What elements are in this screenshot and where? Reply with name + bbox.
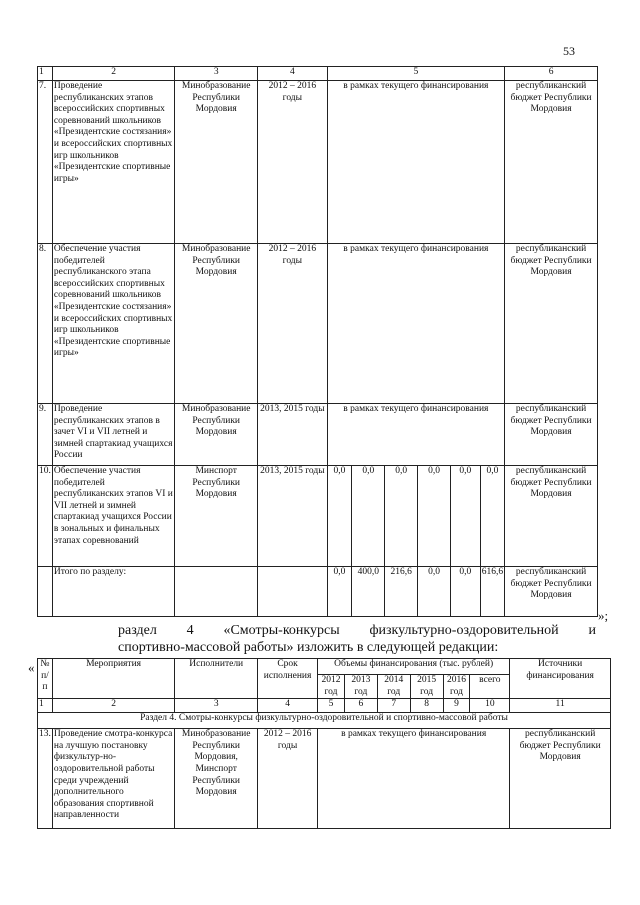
col-number: 7 xyxy=(377,699,410,713)
col-number: 2 xyxy=(52,699,174,713)
row-number: 8. xyxy=(38,244,53,404)
word: 4 xyxy=(186,623,194,638)
col-number: 9 xyxy=(443,699,470,713)
header-cell: 1 xyxy=(38,67,53,81)
col-number: 3 xyxy=(175,699,258,713)
total-header: всего xyxy=(470,675,510,699)
value-cell: 400,0 xyxy=(352,567,385,617)
word: и xyxy=(588,623,596,638)
value-cell: 0,0 xyxy=(418,466,451,567)
opening-quote-mark: « xyxy=(28,660,35,675)
value-cell: 0,0 xyxy=(385,466,418,567)
header-cell: 5 xyxy=(327,67,505,81)
total-label: Итого по разделу: xyxy=(52,567,174,617)
table-new-section xyxy=(37,658,611,829)
column-number-row xyxy=(38,67,598,81)
paragraph-line-2: спортивно-массовой работы» изложить в следующей редакции: xyxy=(118,640,499,655)
header-row xyxy=(38,659,611,675)
page-number: 53 xyxy=(563,44,575,58)
year-cell: 2016 год xyxy=(443,675,470,699)
col-number: 1 xyxy=(38,699,53,713)
year-cell: 2012 год xyxy=(318,675,345,699)
year-cell: 2013 год xyxy=(344,675,377,699)
row-number: 9. xyxy=(38,404,53,466)
word: «Смотры-конкурсы xyxy=(223,623,340,638)
executor-cell: Минобразование Республики Мордовия xyxy=(175,244,258,404)
paragraph-line-1 xyxy=(118,622,596,639)
source-cell: республиканский бюджет Республики Мордовия xyxy=(505,466,598,567)
term-cell: 2012 – 2016 годы xyxy=(258,244,327,404)
header-cell: Объемы финансирования (тыс. рублей) xyxy=(318,659,510,675)
col-number: 5 xyxy=(318,699,345,713)
word: раздел xyxy=(118,623,157,638)
section-title: Раздел 4. Смотры-конкурсы физкультурно-оздоровительной и спортивно-массовой работы xyxy=(38,713,611,729)
year-cell: 2015 год xyxy=(410,675,443,699)
executor-cell xyxy=(175,567,258,617)
activity-cell: Обеспечение участия победителей республиканского этапа всероссийских спортивных соревнований школьников «Президентские состязания» и всероссийских спортивных игр школьников «Президентские спортивные игры» xyxy=(52,244,174,404)
executor-cell: Минспорт Республики Мордовия xyxy=(175,466,258,567)
activity-cell: Проведение республиканских этапов в зачет VI и VII летней и зимней спартакиад учащихся России xyxy=(52,404,174,466)
section-title-row xyxy=(38,713,611,729)
header-cell: 6 xyxy=(505,67,598,81)
table-row xyxy=(38,466,598,567)
col-number: 8 xyxy=(410,699,443,713)
term-cell: 2013, 2015 годы xyxy=(258,404,327,466)
source-cell: республиканский бюджет Республики Мордовия xyxy=(505,81,598,244)
value-cell: 0,0 xyxy=(450,466,480,567)
row-number xyxy=(38,567,53,617)
col-number: 4 xyxy=(258,699,318,713)
table-continued xyxy=(37,66,598,617)
col-number: 6 xyxy=(344,699,377,713)
table-row xyxy=(38,729,611,829)
header-cell: Срок исполнения xyxy=(258,659,318,699)
executor-cell: Минобразование Республики Мордовия xyxy=(175,81,258,244)
term-cell: 2013, 2015 годы xyxy=(258,466,327,567)
col-number: 10 xyxy=(470,699,510,713)
total-row xyxy=(38,567,598,617)
column-number-row xyxy=(38,699,611,713)
row-number: 7. xyxy=(38,81,53,244)
executor-cell: Минобразование Республики Мордовия, Минспорт Республики Мордовия xyxy=(175,729,258,829)
value-cell: 0,0 xyxy=(352,466,385,567)
table-row xyxy=(38,81,598,244)
funding-cell: в рамках текущего финансирования xyxy=(327,244,505,404)
col-number: 11 xyxy=(510,699,611,713)
source-cell: республиканский бюджет Республики Мордовия xyxy=(505,567,598,617)
source-cell: республиканский бюджет Республики Мордовия xyxy=(505,404,598,466)
value-cell: 0,0 xyxy=(450,567,480,617)
word: физкультурно-оздоровительной xyxy=(369,623,559,638)
row-number: 10. xyxy=(38,466,53,567)
value-cell: 0,0 xyxy=(480,466,504,567)
closing-quote-mark: »; xyxy=(598,608,609,623)
header-cell: № п/п xyxy=(38,659,53,699)
value-cell: 216,6 xyxy=(385,567,418,617)
header-cell: Источники финансирования xyxy=(510,659,611,699)
executor-cell: Минобразование Республики Мордовия xyxy=(175,404,258,466)
funding-cell: в рамках текущего финансирования xyxy=(327,404,505,466)
source-cell: республиканский бюджет Республики Мордовия xyxy=(505,244,598,404)
source-cell: республиканский бюджет Республики Мордовия xyxy=(510,729,611,829)
value-cell: 616,6 xyxy=(480,567,504,617)
funding-cell: в рамках текущего финансирования xyxy=(318,729,510,829)
year-cell: 2014 год xyxy=(377,675,410,699)
table-row xyxy=(38,244,598,404)
amendment-paragraph xyxy=(118,622,596,656)
value-cell: 0,0 xyxy=(327,567,352,617)
header-cell: 4 xyxy=(258,67,327,81)
header-cell: 3 xyxy=(175,67,258,81)
value-cell: 0,0 xyxy=(418,567,451,617)
funding-cell: в рамках текущего финансирования xyxy=(327,81,505,244)
term-cell xyxy=(258,567,327,617)
header-cell: Мероприятия xyxy=(52,659,174,699)
header-cell: 2 xyxy=(52,67,174,81)
term-cell: 2012 – 2016 годы xyxy=(258,729,318,829)
row-number: 13. xyxy=(38,729,53,829)
value-cell: 0,0 xyxy=(327,466,352,567)
term-cell: 2012 – 2016 годы xyxy=(258,81,327,244)
activity-cell: Проведение смотра-конкурса на лучшую постановку физкультур-но-оздоровительной работы среди учреждений дополнительного образования спортивной направленности xyxy=(52,729,174,829)
activity-cell: Обеспечение участия победителей республиканских этапов VI и VII летней и зимней спартакиад учащихся России в зональных и финальных этапах соревнований xyxy=(52,466,174,567)
table-row xyxy=(38,404,598,466)
activity-cell: Проведение республиканских этапов всероссийских спортивных соревнований школьников «Президентские состязания» и всероссийских спортивных игр школьников «Президентские спортивные игры» xyxy=(52,81,174,244)
header-cell: Исполнители xyxy=(175,659,258,699)
